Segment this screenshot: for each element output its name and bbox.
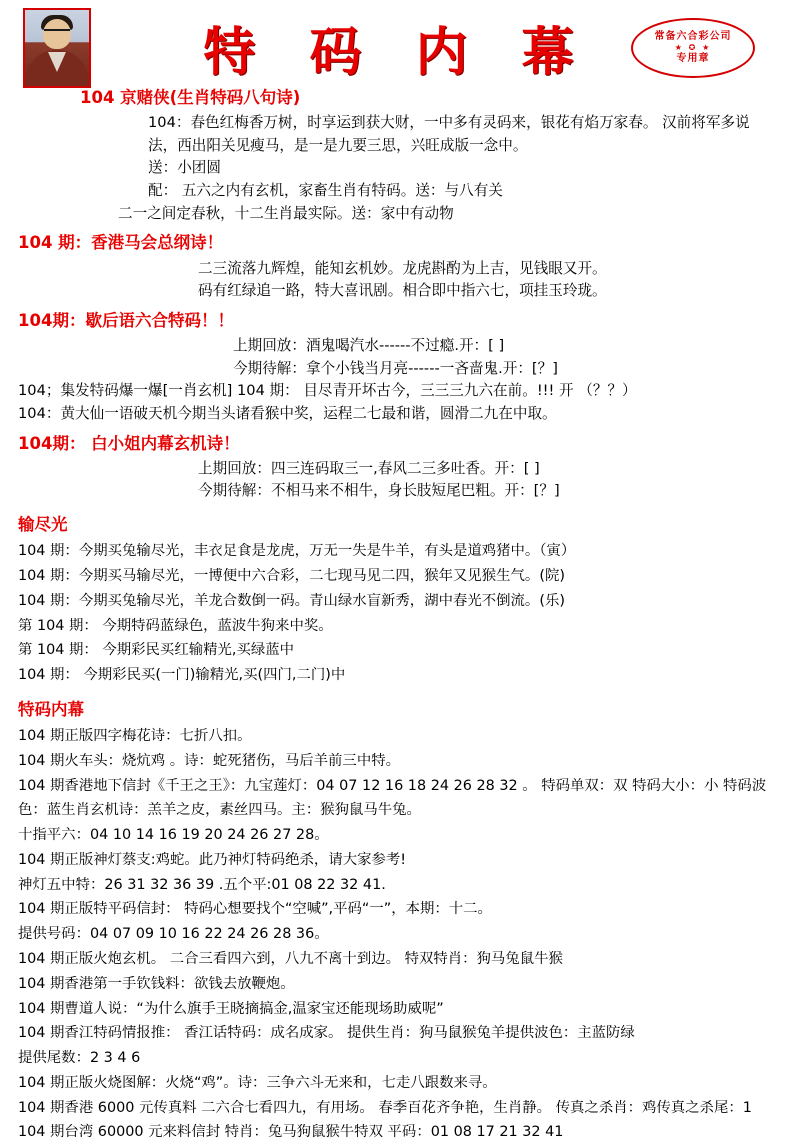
- seal-stars-icon: ★ ✪ ★: [674, 43, 712, 52]
- shujinguang-row-2: 104 期：今期买马输尽光，一博便中六合彩，二七现马见二四，猴年又见猴生气。(院): [18, 568, 565, 585]
- section-title-shujinguang: 输尽光: [18, 514, 68, 534]
- temaneimu-row-1: 104 期正版四字梅花诗：七折八扣。: [18, 728, 252, 745]
- temaneimu-row-3: 104 期香港地下信封《千王之王》：九宝莲灯：04 07 12 16 18 24 26 28 32 。 特码单双：双 特码大小：小 特码波色：蓝生肖玄机诗：羔羊之皮，素丝四马。主：猴狗鼠马牛兔。: [18, 777, 767, 819]
- hkma-line-2: 码有红绿追一路，特大喜讯剧。相合即中指六七，项挂玉玲珑。: [198, 282, 607, 300]
- temaneimu-row-7: 104 期正版特平码信封： 特码心想要找个“空喊”,平码“一”，本期：十二。: [18, 901, 492, 918]
- jingduxia-line-1: 104：春色红梅香万树，时享运到获大财，一中多有灵码来，银花有焰万家春。 汉前将军多说法，西出阳关见瘦马，是一是九要三思，兴旺成版一念中。: [148, 114, 750, 154]
- temaneimu-row-8: 提供号码：04 07 09 10 16 22 24 26 28 36。: [18, 926, 329, 943]
- document-header: [18, 0, 777, 83]
- hkma-line-1: 二三流落九辉煌，能知玄机妙。龙虎斟酌为上吉，见钱眼又开。: [198, 259, 607, 277]
- jingduxia-line-3: 配： 五六之内有玄机，家畜生肖有特码。送：与八有关: [148, 182, 503, 200]
- temaneimu-row-16: 104 期台湾 60000 元来料信封 特肖：兔马狗鼠猴牛特双 平码：01 08 17 21 32 41: [18, 1124, 564, 1141]
- baixiaojie-line-1: 上期回放：四三连码取三一,春风二三多吐香。开：[ ]: [198, 459, 540, 477]
- section-title-temaneimu: 特码内幕: [18, 699, 84, 719]
- shujinguang-row-1: 104 期：今期买兔输尽光，丰衣足食是龙虎，万无一失是牛羊，有头是道鸡猪中。（寅）: [18, 543, 576, 560]
- section-title-jingduxia: 104 京赌侠(生肖特码八句诗): [80, 88, 301, 107]
- temaneimu-row-6: 神灯五中特：26 31 32 36 39 .五个平:01 08 22 32 41.: [18, 876, 386, 893]
- temaneimu-row-5: 104 期正版神灯蔡支:鸡蛇。此乃神灯特码绝杀，请大家参考!: [18, 851, 407, 868]
- xiehouyu-extra-1: 104；集发特码爆一爆[一肖玄机] 104 期： 目尽青开坏古今，三三三九六在前。!!! 开 （？？）: [18, 382, 637, 400]
- shujinguang-row-4: 第 104 期： 今期特码蓝绿色，蓝波牛狗来中奖。: [18, 617, 333, 634]
- jingduxia-line-2: 送：小团圆: [148, 159, 221, 177]
- jingduxia-line-4: 二一之间定春秋，十二生肖最实际。送：家中有动物: [118, 204, 454, 222]
- seal-bottom-text: 专用章: [676, 53, 710, 64]
- temaneimu-row-9: 104 期正版火炮玄机。 二合三看四六到，八九不离十到边。 特双特肖：狗马兔鼠牛猴: [18, 951, 563, 967]
- section-title-hkma: 104 期：香港马会总纲诗！: [18, 233, 224, 253]
- xiehouyu-line-1: 上期回放：酒鬼喝汽水------不过瘾.开：[ ]: [233, 337, 505, 355]
- baixiaojie-line-2: 今期待解：不相马来不相牛，身长肢短尾巴粗。开：[？]: [198, 482, 560, 500]
- temaneimu-row-15: 104 期香港 6000 元传真料 二六合七看四九，有用场。 春季百花齐争艳，生肖静。 传真之杀肖：鸡传真之杀尾：1: [18, 1099, 752, 1116]
- temaneimu-row-2: 104 期火车头：烧炕鸡 。诗：蛇死猪伤，马后羊前三中特。: [18, 752, 400, 769]
- shujinguang-row-6: 104 期： 今期彩民买(一门)输精光,买(四门,二门)中: [18, 667, 346, 684]
- company-seal: [631, 18, 755, 78]
- temaneimu-row-4: 十指平六：04 10 14 16 19 20 24 26 27 28。: [18, 827, 329, 844]
- temaneimu-row-14: 104 期正版火烧图解：火烧“鸡”。诗：三争六斗无来和，七走八跟数来寻。: [18, 1074, 497, 1091]
- shujinguang-row-3: 104 期：今期买兔输尽光，羊龙合数倒一码。青山绿水盲新秀，湖中春光不倒流。(乐): [18, 592, 565, 609]
- temaneimu-row-10: 104 期香港第一手钦钱料：欲钱去放鞭炮。: [18, 975, 295, 992]
- section-title-baixiaojie: 104期： 白小姐内幕玄机诗！: [18, 433, 240, 453]
- seal-top-text: 常备六合彩公司: [654, 30, 732, 42]
- temaneimu-row-11: 104 期曹道人说：“为什么旗手王晓摘搞金,温家宝还能现场助威呢”: [18, 1000, 444, 1017]
- xiehouyu-extra-2: 104：黄大仙一语破天机今期当头诸看猴中奖，运程二七最和谐，圆滑二九在中取。: [18, 404, 557, 422]
- shujinguang-row-5: 第 104 期： 今期彩民买红输精光,买绿蓝中: [18, 642, 295, 659]
- page-title: 特 码 内 幕: [203, 22, 592, 83]
- section-title-xiehouyu: 104期：歇后语六合特码！！: [18, 310, 234, 330]
- xiehouyu-line-2: 今期待解：拿个小钱当月亮------一吝啬鬼.开：[？]: [233, 359, 558, 377]
- temaneimu-row-13: 提供尾数：2 3 4 6: [18, 1050, 141, 1067]
- temaneimu-row-12: 104 期香江特码情报推： 香江话特码：成名成家。 提供生肖：狗马鼠猴兔羊提供波色：主蓝防绿: [18, 1025, 635, 1042]
